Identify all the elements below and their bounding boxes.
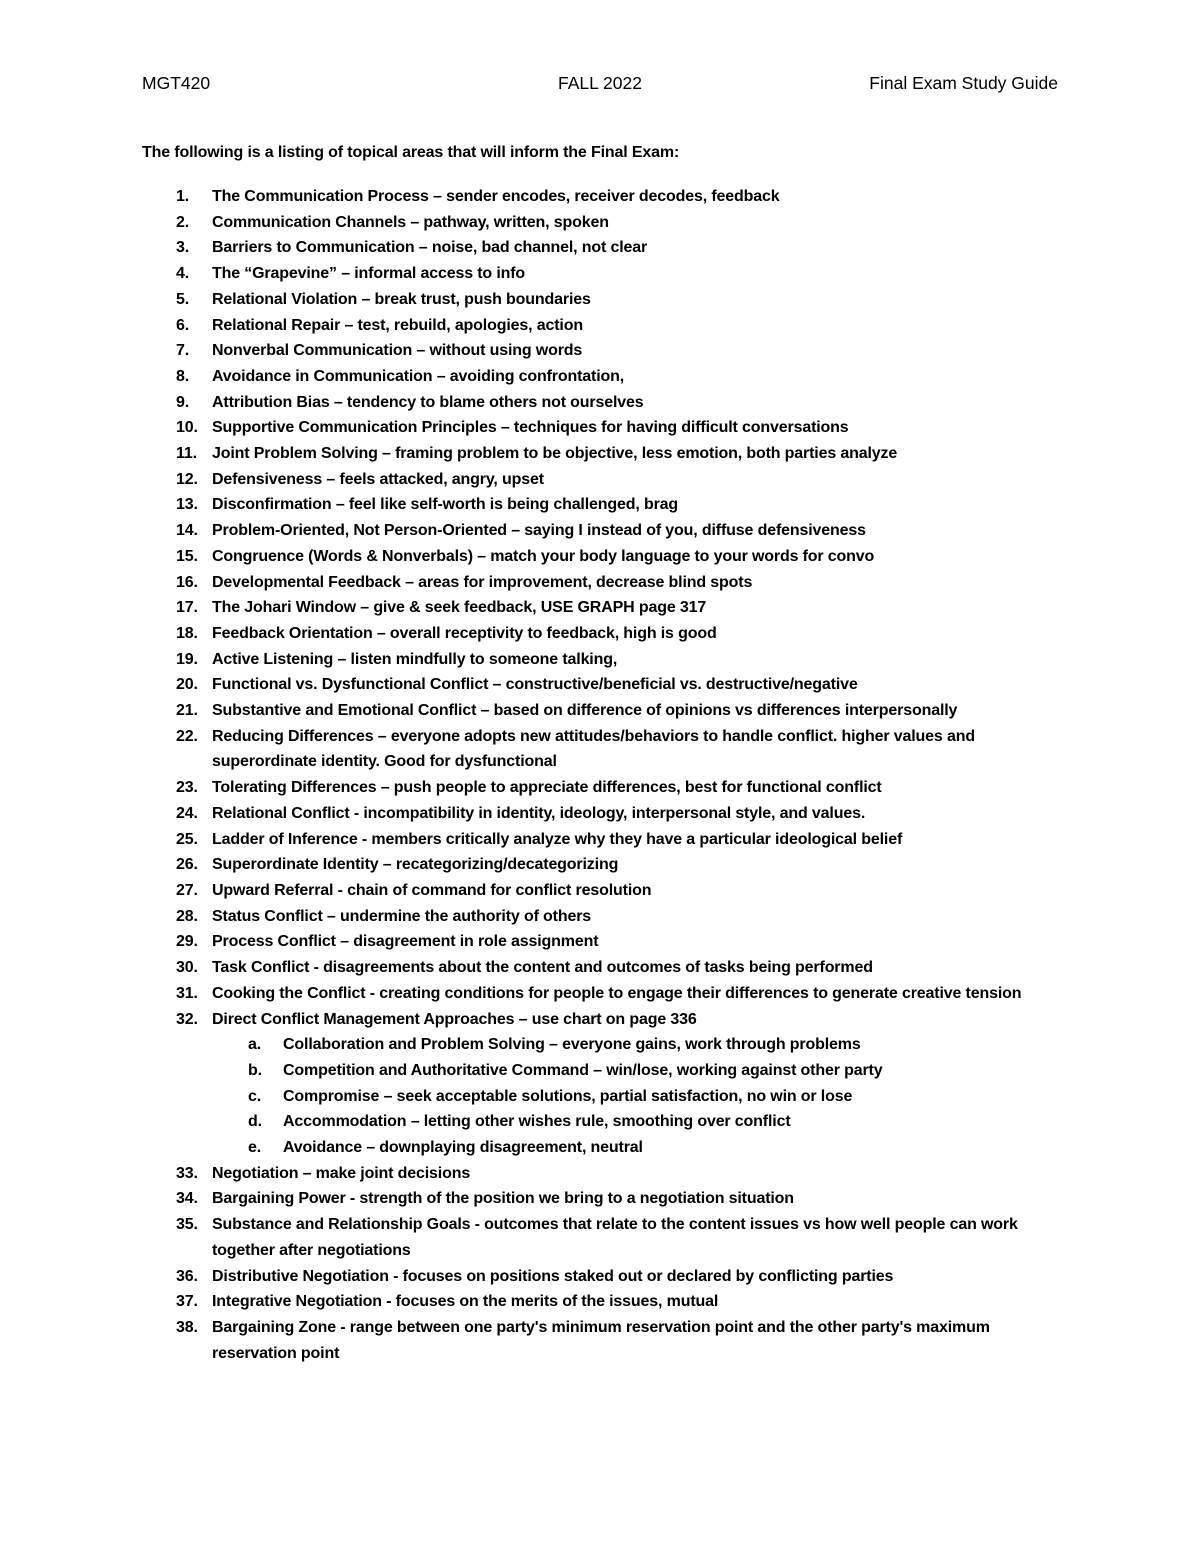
- item-text: Distributive Negotiation - focuses on positions staked out or declared by conflicting parties: [212, 1267, 894, 1285]
- item-text: Upward Referral - chain of command for conflict resolution: [212, 881, 652, 899]
- list-item: [142, 1289, 1072, 1315]
- item-number: 2.: [176, 213, 190, 231]
- item-number: 9.: [176, 393, 190, 411]
- list-item: [142, 184, 1072, 210]
- item-text: Substantive and Emotional Conflict – based on difference of opinions vs differences interpersonally: [212, 702, 958, 720]
- sub-item-text: Collaboration and Problem Solving – everyone gains, work through problems: [283, 1036, 861, 1054]
- list-item: [142, 801, 1072, 827]
- sub-list-item: [212, 1032, 1072, 1058]
- list-item: [142, 1186, 1072, 1212]
- item-text: Developmental Feedback – areas for improvement, decrease blind spots: [212, 573, 753, 591]
- item-number: 5.: [176, 290, 190, 308]
- item-text: Joint Problem Solving – framing problem to be objective, less emotion, both parties analyze: [212, 445, 898, 463]
- item-text: Tolerating Differences – push people to appreciate differences, best for functional conflict: [212, 779, 882, 797]
- item-text: Substance and Relationship Goals - outcomes that relate to the content issues vs how well people can work together after negotiations: [212, 1216, 1018, 1259]
- item-number: 37.: [176, 1293, 198, 1311]
- list-item: [142, 338, 1072, 364]
- item-number: 25.: [176, 830, 198, 848]
- list-item: [142, 904, 1072, 930]
- item-text: Communication Channels – pathway, written, spoken: [212, 213, 609, 231]
- list-item: [142, 235, 1072, 261]
- header-term: FALL 2022: [557, 73, 642, 93]
- item-text: Avoidance in Communication – avoiding confrontation,: [212, 367, 625, 385]
- item-text: Attribution Bias – tendency to blame others not ourselves: [212, 393, 644, 411]
- item-text: Task Conflict - disagreements about the content and outcomes of tasks being performed: [212, 959, 873, 977]
- item-number: 1.: [176, 188, 190, 205]
- sub-item-letter: b.: [248, 1061, 262, 1079]
- topic-list: [142, 184, 1072, 1366]
- item-number: 24.: [176, 804, 198, 822]
- intro-text: The following is a listing of topical areas that will inform the Final Exam:: [142, 144, 680, 161]
- list-item: [142, 544, 1072, 570]
- item-text: Process Conflict – disagreement in role assignment: [212, 933, 599, 951]
- sub-item-text: Accommodation – letting other wishes rule, smoothing over conflict: [283, 1113, 791, 1131]
- list-item: [142, 595, 1072, 621]
- list-item: [142, 570, 1072, 596]
- sub-item-text: Competition and Authoritative Command – win/lose, working against other party: [283, 1061, 883, 1079]
- list-item: [142, 775, 1072, 801]
- item-number: 27.: [176, 881, 198, 899]
- item-number: 38.: [176, 1318, 198, 1336]
- list-item: [142, 955, 1072, 981]
- item-text: Feedback Orientation – overall receptivity to feedback, high is good: [212, 624, 717, 642]
- list-item: [142, 313, 1072, 339]
- page-header: [142, 73, 1058, 97]
- item-text: Defensiveness – feels attacked, angry, upset: [212, 470, 544, 488]
- sub-item-letter: a.: [248, 1036, 262, 1054]
- list-item: [142, 492, 1072, 518]
- item-number: 28.: [176, 907, 198, 925]
- item-number: 23.: [176, 779, 198, 797]
- item-number: 19.: [176, 650, 198, 668]
- header-course-code: MGT420: [142, 73, 211, 93]
- sub-item-text: Avoidance – downplaying disagreement, neutral: [283, 1139, 643, 1157]
- item-number: 20.: [176, 676, 198, 694]
- item-number: 33.: [176, 1164, 198, 1182]
- list-item: [142, 647, 1072, 673]
- sub-item-letter: d.: [248, 1113, 262, 1131]
- item-text: Congruence (Words & Nonverbals) – match your body language to your words for convo: [212, 547, 875, 565]
- item-text: Nonverbal Communication – without using words: [212, 342, 583, 360]
- item-text: Relational Repair – test, rebuild, apologies, action: [212, 316, 583, 334]
- sub-item-text: Compromise – seek acceptable solutions, partial satisfaction, no win or lose: [283, 1087, 853, 1105]
- item-number: 36.: [176, 1267, 198, 1285]
- list-item: [142, 210, 1072, 236]
- item-number: 8.: [176, 367, 190, 385]
- list-item: [142, 827, 1072, 853]
- sub-list-item: [212, 1084, 1072, 1110]
- list-item: [142, 287, 1072, 313]
- list-item: [142, 1264, 1072, 1290]
- item-number: 17.: [176, 599, 198, 617]
- item-number: 26.: [176, 856, 198, 874]
- item-number: 14.: [176, 522, 198, 540]
- item-text: Superordinate Identity – recategorizing/decategorizing: [212, 856, 619, 874]
- item-number: 6.: [176, 316, 190, 334]
- item-number: 30.: [176, 959, 198, 977]
- item-text: Negotiation – make joint decisions: [212, 1164, 471, 1182]
- item-text: Cooking the Conflict - creating conditions for people to engage their differences to generate creative tension: [212, 984, 1022, 1002]
- item-text: Functional vs. Dysfunctional Conflict – constructive/beneficial vs. destructive/negative: [212, 676, 858, 694]
- item-number: 3.: [176, 239, 190, 257]
- item-text: Disconfirmation – feel like self-worth is being challenged, brag: [212, 496, 679, 514]
- item-number: 16.: [176, 573, 198, 591]
- item-text: The Johari Window – give & seek feedback, USE GRAPH page 317: [212, 599, 707, 617]
- item-number: 15.: [176, 547, 198, 565]
- sub-list-item: [212, 1135, 1072, 1161]
- item-text: Reducing Differences – everyone adopts new attitudes/behaviors to handle conflict. higher values and superordinate identity. Good for dysfunctional: [212, 727, 975, 771]
- item-text: Relational Conflict - incompatibility in identity, ideology, interpersonal style, and values.: [212, 804, 866, 822]
- list-item: [142, 878, 1072, 904]
- list-item: [142, 724, 1072, 775]
- list-item: [142, 929, 1072, 955]
- list-item: [142, 1007, 1072, 1161]
- item-text: Direct Conflict Management Approaches – use chart on page 336: [212, 1010, 697, 1028]
- list-item: [142, 1161, 1072, 1187]
- item-number: 7.: [176, 342, 190, 360]
- item-number: 18.: [176, 624, 198, 642]
- list-item: [142, 1212, 1072, 1263]
- list-item: [142, 672, 1072, 698]
- header-doc-title: Final Exam Study Guide: [869, 73, 1058, 93]
- item-number: 34.: [176, 1190, 198, 1208]
- item-text: Barriers to Communication – noise, bad channel, not clear: [212, 239, 648, 257]
- item-text: Problem-Oriented, Not Person-Oriented – saying I instead of you, diffuse defensiveness: [212, 522, 866, 540]
- item-number: 31.: [176, 984, 198, 1002]
- item-text: The “Grapevine” – informal access to info: [212, 265, 526, 283]
- sub-list-item: [212, 1109, 1072, 1135]
- item-number: 29.: [176, 933, 198, 951]
- item-text: Ladder of Inference - members critically analyze why they have a particular ideological belief: [212, 830, 903, 848]
- item-number: 11.: [176, 445, 197, 463]
- item-text: Bargaining Zone - range between one party's minimum reservation point and the other party's maximum reservation point: [212, 1318, 990, 1362]
- list-item: [142, 415, 1072, 441]
- item-text: Relational Violation – break trust, push boundaries: [212, 290, 591, 308]
- item-number: 35.: [176, 1216, 198, 1234]
- list-item: [142, 390, 1072, 416]
- item-number: 13.: [176, 496, 198, 514]
- item-number: 21.: [176, 702, 198, 720]
- sub-item-letter: e.: [248, 1139, 262, 1157]
- list-item: [142, 261, 1072, 287]
- item-number: 4.: [176, 265, 190, 283]
- list-item: [142, 1315, 1072, 1366]
- sub-item-letter: c.: [248, 1087, 262, 1105]
- sub-list-item: [212, 1058, 1072, 1084]
- item-number: 12.: [176, 470, 198, 488]
- list-item: [142, 441, 1072, 467]
- item-text: Active Listening – listen mindfully to someone talking,: [212, 650, 618, 668]
- list-item: [142, 852, 1072, 878]
- item-text: Bargaining Power - strength of the position we bring to a negotiation situation: [212, 1190, 794, 1208]
- item-text: Supportive Communication Principles – techniques for having difficult conversations: [212, 419, 849, 437]
- list-item: [142, 518, 1072, 544]
- conflict-approaches-sublist: [212, 1032, 1072, 1161]
- list-item: [142, 698, 1072, 724]
- item-number: 10.: [176, 419, 198, 437]
- list-item: [142, 364, 1072, 390]
- list-item: [142, 467, 1072, 493]
- item-text: Integrative Negotiation - focuses on the merits of the issues, mutual: [212, 1293, 719, 1311]
- item-number: 32.: [176, 1010, 198, 1028]
- item-text: The Communication Process – sender encodes, receiver decodes, feedback: [212, 188, 780, 205]
- item-number: 22.: [176, 727, 198, 745]
- list-item: [142, 621, 1072, 647]
- item-text: Status Conflict – undermine the authority of others: [212, 907, 592, 925]
- list-item: [142, 981, 1072, 1007]
